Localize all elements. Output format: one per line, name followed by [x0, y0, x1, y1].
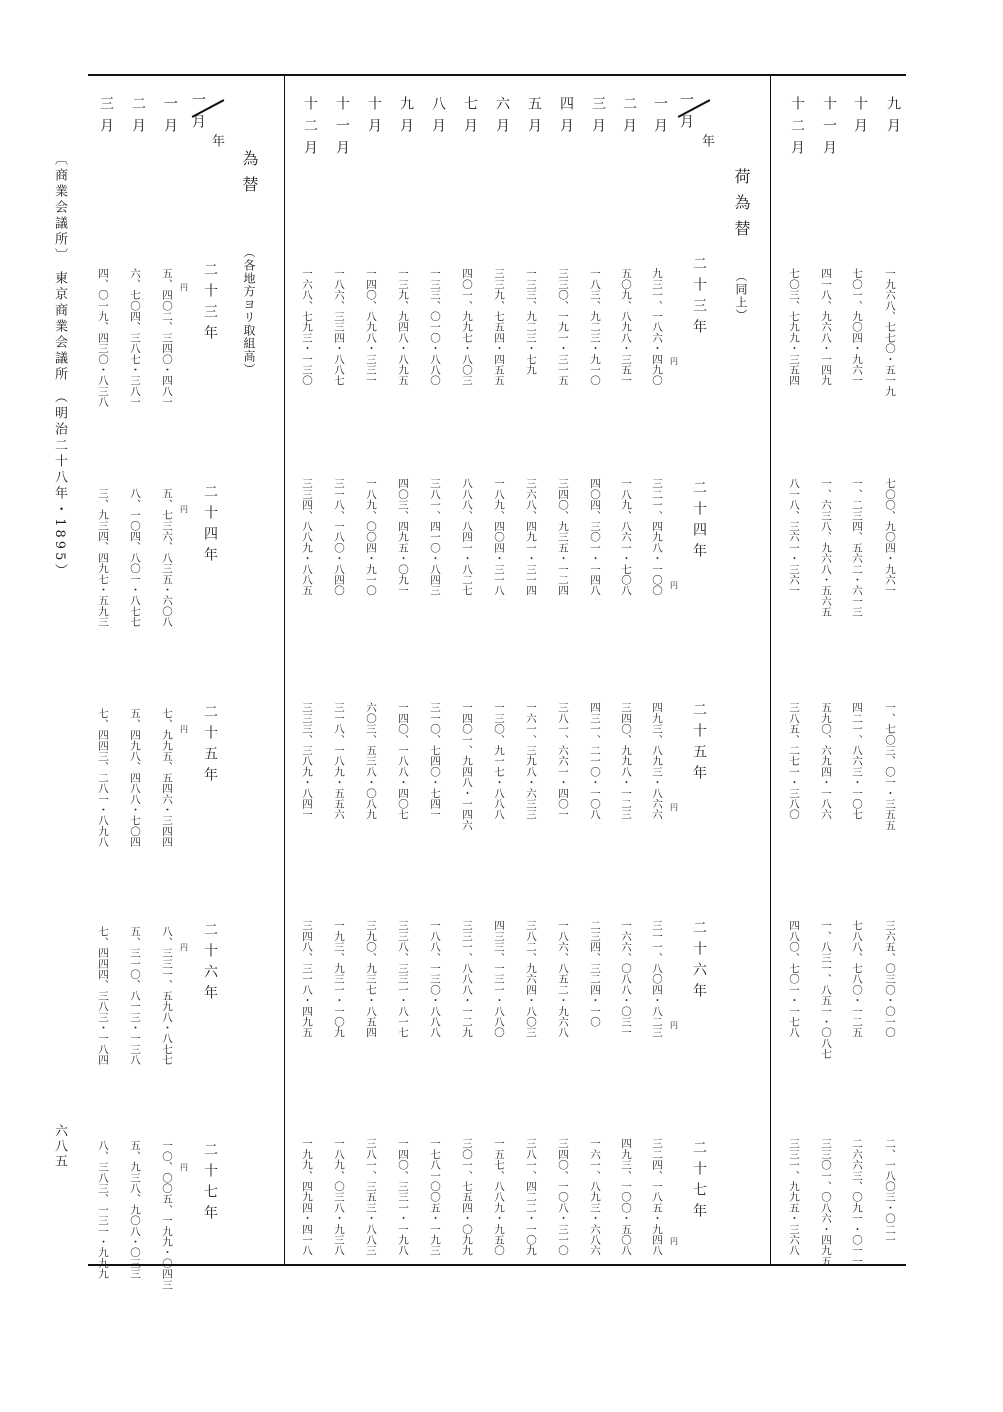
table-cell: 三八二、九六四・八〇三: [525, 920, 537, 1038]
table-cell: 一四〇、八九八・三三一: [365, 268, 377, 386]
table-cell: 四一八、九六八・一四九: [820, 268, 832, 386]
table-cell: 二、一八〇三・〇二一: [884, 1138, 896, 1245]
table-cell: 一八九、四〇四・三一八: [493, 478, 505, 596]
table-cell: 七〇一、九〇四・九六一: [851, 268, 863, 386]
table-cell: 五九〇、六九四・一八六: [820, 702, 832, 820]
table-cell: 三三一、九九五・三六八: [788, 1138, 800, 1256]
table-cell: 一三三、九二三・七九: [525, 268, 537, 375]
year-header: 二十三年: [202, 262, 218, 346]
year-header-label: 年: [209, 134, 224, 147]
table-cell: 四九三、一〇〇・五〇八: [620, 1138, 632, 1256]
table-cell: 三三九、七五四・四五五: [493, 268, 505, 386]
table-cell: 一八三、九二三・九一〇: [589, 268, 601, 386]
table-cell: 七〇〇、九〇四・九六一: [884, 478, 896, 596]
table-cell: 一六八、七九三・一三〇: [301, 268, 313, 386]
table-cell: 一九六八、七七〇・五一九: [884, 268, 896, 397]
table-cell: 二六六三、〇九一・〇一一: [851, 1138, 863, 1267]
table-cell: 五、七三六、八三五・六〇八: [161, 488, 173, 628]
table-cell: 七、四四四、三八三・一八四: [97, 926, 109, 1066]
month-label: 二月: [130, 96, 146, 140]
table-cell: 三二四、一八五・九四八: [651, 1138, 663, 1256]
month-label: 七月: [462, 96, 478, 140]
table-cell: 三八五、二七一・三八〇: [788, 702, 800, 820]
table-cell: 一、六三八、九六八・五六五: [820, 478, 832, 618]
table-cell: 三一一、八〇四・八二三: [651, 920, 663, 1038]
table-cell: 三〇一、七五四・〇九九: [461, 1138, 473, 1256]
table-cell: 一四〇一、九四八・一四六: [461, 702, 473, 831]
month-label: 二月: [621, 96, 637, 140]
table-cell: 三三八、三三一・八一七: [397, 920, 409, 1038]
table-cell: 三六五、〇三〇・〇一〇: [884, 920, 896, 1038]
table-cell: 三九〇、九三七・八五四: [365, 920, 377, 1038]
year-header: 二十四年: [202, 484, 218, 568]
month-label: 十二月: [789, 96, 805, 162]
yen-unit: 円: [180, 943, 188, 952]
table-cell: 一九三、九三一・一〇九: [333, 920, 345, 1038]
table-cell: 八一八、三六一・三六一: [788, 478, 800, 596]
table-cell: 四〇一、九九七・八〇三: [461, 268, 473, 386]
table-cell: 三二一、四九八・一〇〇: [651, 478, 663, 596]
yen-unit: 円: [180, 1163, 188, 1172]
month-label: 十一月: [821, 96, 837, 162]
table-cell: 八、三三一、五九八・八七七: [161, 926, 173, 1066]
table-cell: 四〇三、四九五・〇九一: [397, 478, 409, 596]
year-header-label: 年: [699, 134, 714, 147]
yen-unit: 円: [670, 1237, 678, 1246]
year-header: 二十五年: [202, 704, 218, 788]
table-cell: 四三三、一三一・八八〇: [493, 920, 505, 1038]
table-cell: 一八九、八六一・七〇八: [620, 478, 632, 596]
table-cell: 五、四九八、四八八・七〇四: [129, 708, 141, 848]
month-label: 十二月: [302, 96, 318, 162]
table-cell: 一三〇、九一七・八八八: [493, 702, 505, 820]
table-cell: 八八八、八四一・八二七: [461, 478, 473, 596]
month-label: 三月: [590, 96, 606, 140]
table-cell: 一、八三一、八五一・〇八七: [820, 920, 832, 1060]
table-cell: 四二一、八六三・一〇七: [851, 702, 863, 820]
month-header-label: 一月: [190, 92, 206, 136]
table-cell: 三三一、八八八・一二九: [461, 920, 473, 1038]
table-cell: 七、九九五、五四六・三四四: [161, 708, 173, 848]
table-cell: 三一八、一八〇・八四〇: [333, 478, 345, 596]
table-cell: 一七八一〇〇五・一九三: [429, 1138, 441, 1256]
month-label: 四月: [558, 96, 574, 140]
table-cell: 三四〇、九三五・一二四: [557, 478, 569, 596]
table-cell: 三、九三四、四九七・五九三: [97, 488, 109, 628]
bottom-rule: [88, 1264, 906, 1266]
table-cell: 一、二三四、五六二・六一三: [851, 478, 863, 618]
table-cell: 三四八、三一八・四九五: [301, 920, 313, 1038]
year-header: 二十六年: [202, 922, 218, 1006]
source-citation: 〔商業会議所〕 東京商業会議所 （明治二十八年・1895）: [52, 152, 67, 580]
month-label: 五月: [526, 96, 542, 140]
table-cell: 五、九三八、九〇八・〇三三: [129, 1140, 141, 1280]
table-cell: 一〇、〇〇五、一九九・〇四三: [161, 1140, 173, 1290]
table-cell: 四〇四、三〇一・一四八: [589, 478, 601, 596]
table-cell: 四八〇、七〇一・一七八: [788, 920, 800, 1038]
table-cell: 一八六、八五二・九六八: [557, 920, 569, 1038]
section-subtitle: （各地方ヨリ取組高）: [242, 246, 256, 376]
table-cell: 三三三、三八九・八四一: [301, 702, 313, 820]
yen-unit: 円: [670, 803, 678, 812]
yen-unit: 円: [180, 725, 188, 734]
table-cell: 六、七〇四、三八七・三八一: [129, 268, 141, 408]
table-cell: 四三一、二一〇・一〇八: [589, 702, 601, 820]
table-cell: 三四〇、九九八・一二三: [620, 702, 632, 820]
table-cell: 七八八、七八〇・一二五: [851, 920, 863, 1038]
table-cell: 三四〇、一〇八・三一〇: [557, 1138, 569, 1256]
year-header: 二十四年: [691, 480, 707, 564]
table-cell: 五〇九、八九八・三五一: [620, 268, 632, 386]
table-cell: 三三〇、一九一・三一五: [557, 268, 569, 386]
table-cell: 三三〇一、〇八六・四九五: [820, 1138, 832, 1267]
table-cell: 八、三八三、一三一・九九九: [97, 1140, 109, 1280]
table-cell: 四、〇一九、四三〇・八三八: [97, 268, 109, 408]
year-header: 二十七年: [202, 1142, 218, 1226]
table-cell: 三一〇、七四〇・七四一: [429, 702, 441, 820]
table-cell: 一八六、三三四・八八七: [333, 268, 345, 386]
table-cell: 三六八、四九一・三一四: [525, 478, 537, 596]
table-cell: 四九三、八九三・八六六: [651, 702, 663, 820]
table-cell: 一九九、四九四・四一八: [301, 1138, 313, 1256]
table-cell: 二三四、三二四・一〇: [589, 920, 601, 1027]
month-label: 一月: [162, 96, 178, 140]
month-label: 一月: [652, 96, 668, 140]
table-cell: 一五七、八八九・九五〇: [493, 1138, 505, 1256]
month-label: 三月: [98, 96, 114, 140]
yen-unit: 円: [670, 1021, 678, 1030]
yen-unit: 円: [670, 581, 678, 590]
yen-unit: 円: [180, 505, 188, 514]
table-cell: 六〇三、五三八・〇八九: [365, 702, 377, 820]
table-cell: 一八八、一三〇・八八八: [429, 920, 441, 1038]
table-cell: 三八一、四一〇・八四三: [429, 478, 441, 596]
month-label: 十月: [366, 96, 382, 140]
page-number: 六八五: [52, 1124, 67, 1169]
section-title: 荷為替: [732, 168, 751, 246]
table-cell: 七〇三、七九九・三五四: [788, 268, 800, 386]
table-cell: 八、一〇四、八〇一・八七七: [129, 488, 141, 628]
top-rule: [88, 74, 906, 76]
month-label: 十月: [852, 96, 868, 140]
table-cell: 一八九、〇〇四・九一〇: [365, 478, 377, 596]
section-subtitle: （同上）: [734, 270, 748, 322]
table-cell: 五、四〇二、三四〇・四八一: [161, 268, 173, 408]
table-cell: 九三一、一八六・四九〇: [651, 268, 663, 386]
month-label: 九月: [885, 96, 901, 140]
table-cell: 一四〇、三三一・一九八: [397, 1138, 409, 1256]
table-cell: 一六一、八九三・六八六: [589, 1138, 601, 1256]
month-label: 八月: [430, 96, 446, 140]
table-cell: 一、七〇三、〇一・三五五: [884, 702, 896, 831]
section-divider: [770, 76, 771, 1264]
year-header: 二十三年: [691, 256, 707, 340]
table-cell: 三一八、一八九・五五六: [333, 702, 345, 820]
month-label: 六月: [494, 96, 510, 140]
table-cell: 三八一、六六一・四〇一: [557, 702, 569, 820]
yen-unit: 円: [180, 283, 188, 292]
table-cell: 三八一、三五三・八八三: [365, 1138, 377, 1256]
table-cell: 三八一、四二二・一〇九: [525, 1138, 537, 1256]
table-cell: 一六六、〇八八・〇三一: [620, 920, 632, 1038]
year-header: 二十七年: [691, 1140, 707, 1224]
table-cell: 一八九、〇三八・九三八: [333, 1138, 345, 1256]
table-cell: 一三三、〇一〇・八八〇: [429, 268, 441, 386]
table-cell: 一三九、九四八・八九五: [397, 268, 409, 386]
section-divider: [284, 76, 285, 1264]
table-cell: 五、三一〇、八一三・一三八: [129, 926, 141, 1066]
year-header: 二十六年: [691, 920, 707, 1004]
table-cell: 七、四四三、二八一・八九八: [97, 708, 109, 848]
month-label: 十一月: [334, 96, 350, 162]
table-cell: 三三四、八八九・八八五: [301, 478, 313, 596]
table-cell: 一四〇、一八八・四〇七: [397, 702, 409, 820]
year-header: 二十五年: [691, 702, 707, 786]
table-cell: 一六一、三九八・六三三: [525, 702, 537, 820]
month-label: 九月: [398, 96, 414, 140]
yen-unit: 円: [670, 357, 678, 366]
section-title: 為替: [240, 150, 259, 202]
month-header-label: 一月: [678, 92, 694, 136]
